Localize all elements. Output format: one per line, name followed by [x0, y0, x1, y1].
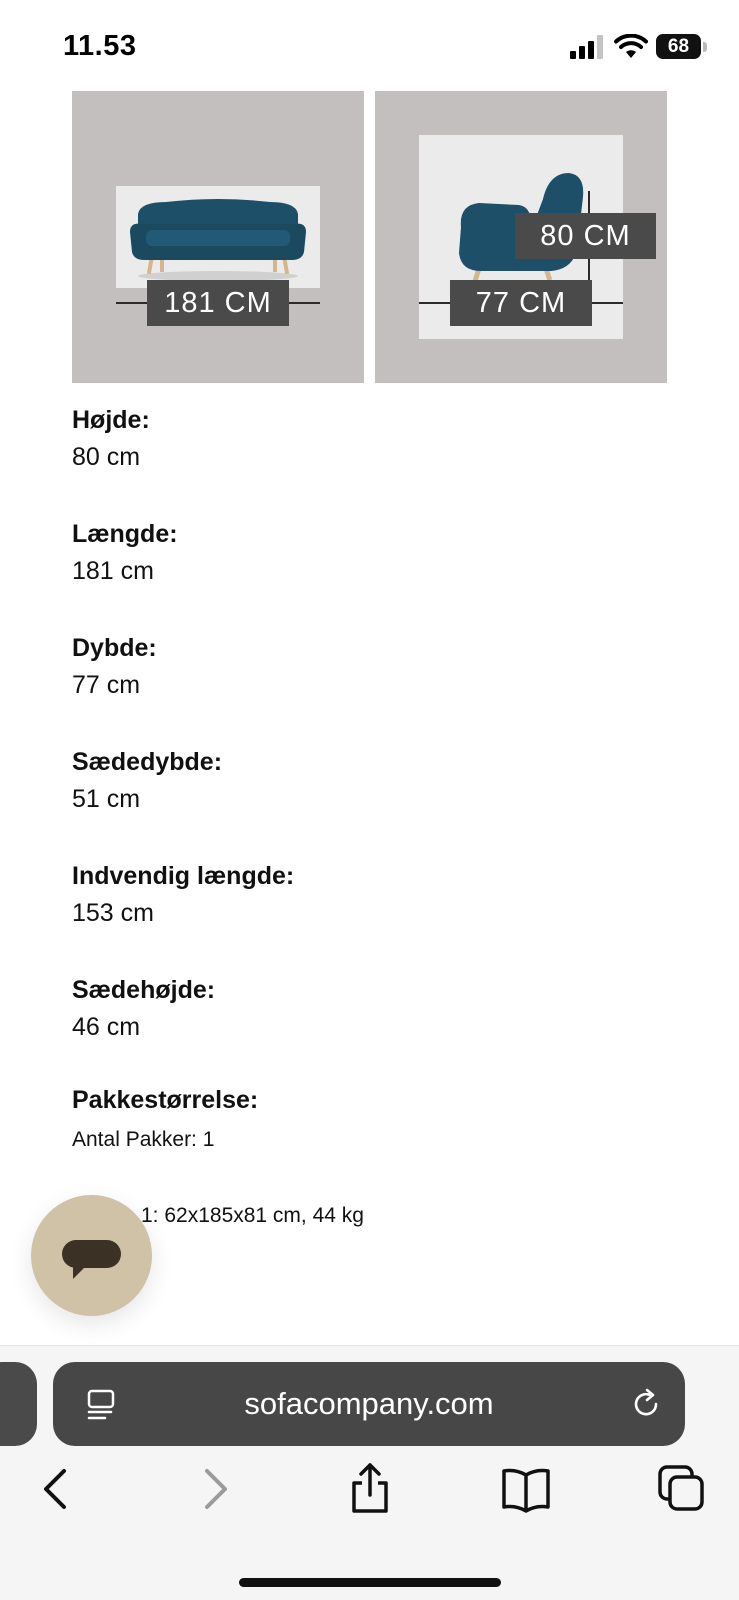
spec-label: Sædehøjde:	[72, 976, 216, 1004]
side-dimension-image[interactable]	[375, 91, 667, 383]
share-icon	[342, 1461, 398, 1517]
browser-toolbar	[0, 1345, 739, 1600]
chat-bubble-icon	[31, 1195, 152, 1316]
spec-value: 181 cm	[72, 557, 154, 585]
share-button[interactable]	[342, 1461, 398, 1517]
spec-label: Dybde:	[72, 634, 157, 662]
battery-indicator: 68	[656, 34, 701, 59]
home-indicator	[239, 1578, 501, 1587]
address-bar[interactable]	[53, 1362, 685, 1446]
bookmarks-button[interactable]	[498, 1461, 554, 1517]
side-depth-label: 77 CM	[450, 280, 592, 326]
status-bar	[0, 0, 739, 86]
reload-icon[interactable]	[626, 1384, 666, 1424]
front-length-label: 181 CM	[147, 280, 289, 326]
status-icons	[570, 34, 710, 60]
status-time: 11.53	[63, 30, 137, 62]
spec-list	[72, 402, 672, 1086]
spec-label: Sædedybde:	[72, 748, 223, 776]
spec-item-inner-length	[72, 858, 672, 972]
previous-tab-pill[interactable]	[0, 1362, 37, 1446]
tabs-icon	[654, 1461, 710, 1517]
back-button[interactable]	[28, 1461, 84, 1517]
side-height-label: 80 CM	[515, 213, 656, 259]
tabs-button[interactable]	[654, 1461, 710, 1517]
spec-item-height	[72, 402, 672, 516]
package-size-label: Pakkestørrelse:	[72, 1086, 259, 1114]
package-count: Antal Pakker: 1	[72, 1128, 215, 1151]
spec-value: 80 cm	[72, 443, 141, 471]
signal-icon	[570, 35, 604, 59]
chat-button[interactable]	[31, 1195, 152, 1316]
wifi-icon	[613, 34, 649, 60]
spec-item-depth	[72, 630, 672, 744]
spec-value: 153 cm	[72, 899, 154, 927]
front-dimension-image[interactable]	[72, 91, 364, 383]
spec-value: 51 cm	[72, 785, 141, 813]
url-text[interactable]: sofacompany.com	[244, 1386, 494, 1421]
spec-label: Længde:	[72, 520, 178, 548]
spec-item-length	[72, 516, 672, 630]
back-icon	[28, 1461, 84, 1517]
bookmarks-icon	[498, 1461, 554, 1517]
spec-value: 46 cm	[72, 1013, 141, 1041]
battery-cap	[703, 42, 707, 52]
spec-label: Indvendig længde:	[72, 862, 295, 890]
forward-icon	[187, 1461, 243, 1517]
spec-item-seat-height	[72, 972, 672, 1086]
spec-value: 77 cm	[72, 671, 141, 699]
package-detail: 1: 62x185x81 cm, 44 kg	[141, 1204, 364, 1227]
spec-label: Højde:	[72, 406, 150, 434]
spec-item-seat-depth	[72, 744, 672, 858]
sofa-front-illustration	[116, 186, 320, 288]
sofa-front-photo	[116, 186, 320, 288]
forward-button[interactable]	[187, 1461, 243, 1517]
